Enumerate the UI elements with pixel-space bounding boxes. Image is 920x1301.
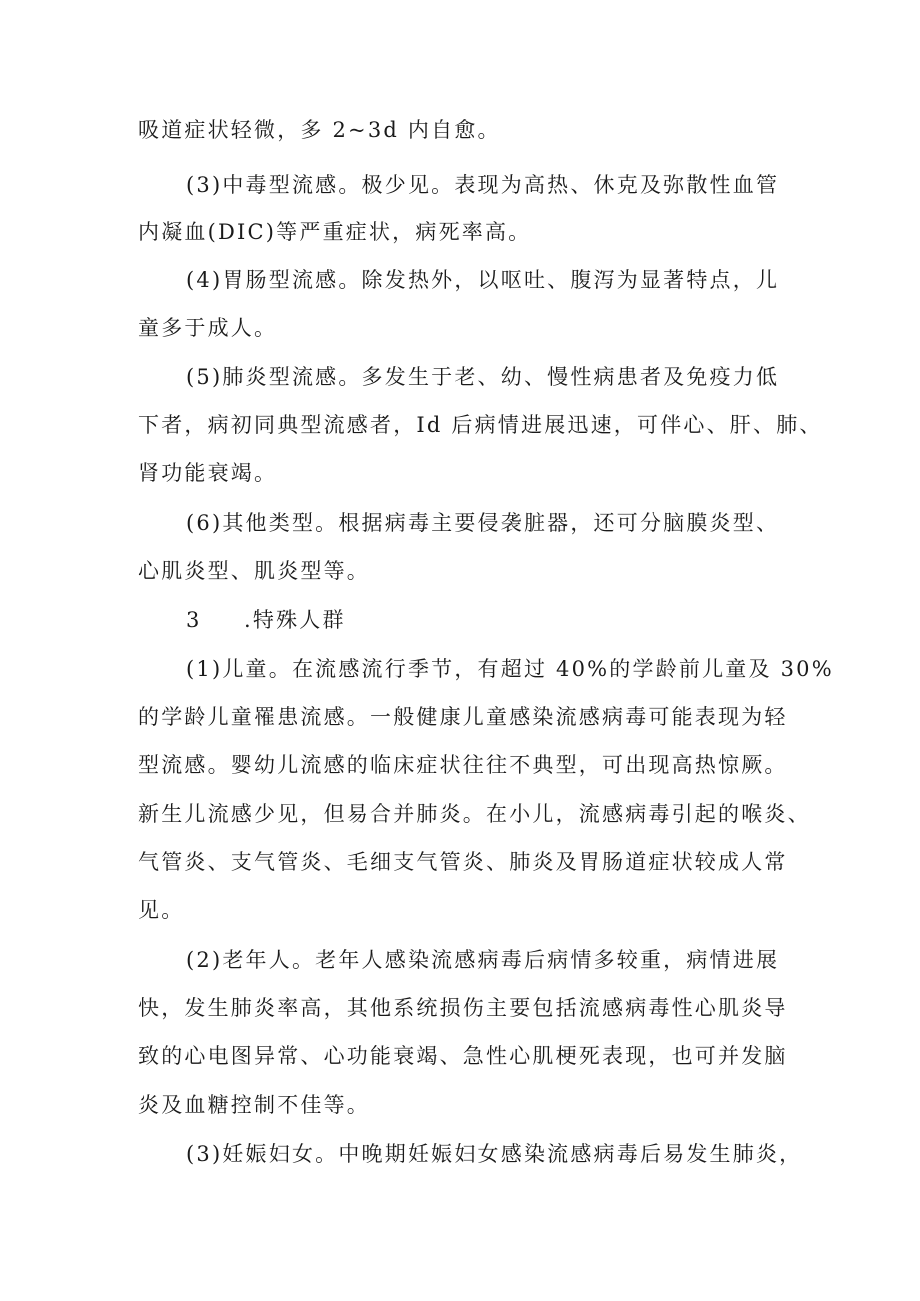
paragraph-line: (4)胃肠型流感。除发热外，以呕吐、腹泻为显著特点，儿 [186, 268, 780, 292]
paragraph-line: 下者，病初同典型流感者，Id 后病情进展迅速，可伴心、肝、肺、 [138, 413, 823, 437]
paragraph-line: 致的心电图异常、心功能衰竭、急性心肌梗死表现，也可并发脑 [138, 1044, 788, 1068]
paragraph-line: 气管炎、支气管炎、毛细支气管炎、肺炎及胃肠道症状较成人常 [138, 850, 788, 874]
paragraph-line: 的学龄儿童罹患流感。一般健康儿童感染流感病毒可能表现为轻 [138, 705, 788, 729]
paragraph-line: (1)儿童。在流感流行季节，有超过 40%的学龄前儿童及 30% [186, 657, 834, 681]
paragraph-line: (2)老年人。老年人感染流感病毒后病情多较重，病情进展 [186, 948, 780, 972]
paragraph-line: 内凝血(DIC)等严重症状，病死率高。 [138, 220, 532, 244]
paragraph-line: 吸道症状轻微，多 2~3d 内自愈。 [138, 118, 501, 142]
paragraph-line: 炎及血糖控制不佳等。 [138, 1093, 370, 1117]
section-number: 3 [186, 608, 200, 632]
paragraph-line: (3)中毒型流感。极少见。表现为高热、休克及弥散性血管 [186, 173, 780, 197]
paragraph-line: 见。 [138, 898, 185, 922]
paragraph-line: 肾功能衰竭。 [138, 461, 278, 485]
paragraph-line: (6)其他类型。根据病毒主要侵袭脏器，还可分脑膜炎型、 [186, 511, 780, 535]
section-title: .特殊人群 [244, 608, 346, 632]
paragraph-line: 型流感。婴幼儿流感的临床症状往往不典型，可出现高热惊厥。 [138, 753, 788, 777]
paragraph-line: (3)妊娠妇女。中晚期妊娠妇女感染流感病毒后易发生肺炎， [186, 1142, 803, 1166]
paragraph-line: 童多于成人。 [138, 316, 278, 340]
paragraph-line: 新生儿流感少见，但易合并肺炎。在小儿，流感病毒引起的喉炎、 [138, 802, 811, 826]
paragraph-line: (5)肺炎型流感。多发生于老、幼、慢性病患者及免疫力低 [186, 365, 780, 389]
paragraph-line: 快，发生肺炎率高，其他系统损伤主要包括流感病毒性心肌炎导 [138, 996, 788, 1020]
paragraph-line: 心肌炎型、肌炎型等。 [138, 559, 370, 583]
